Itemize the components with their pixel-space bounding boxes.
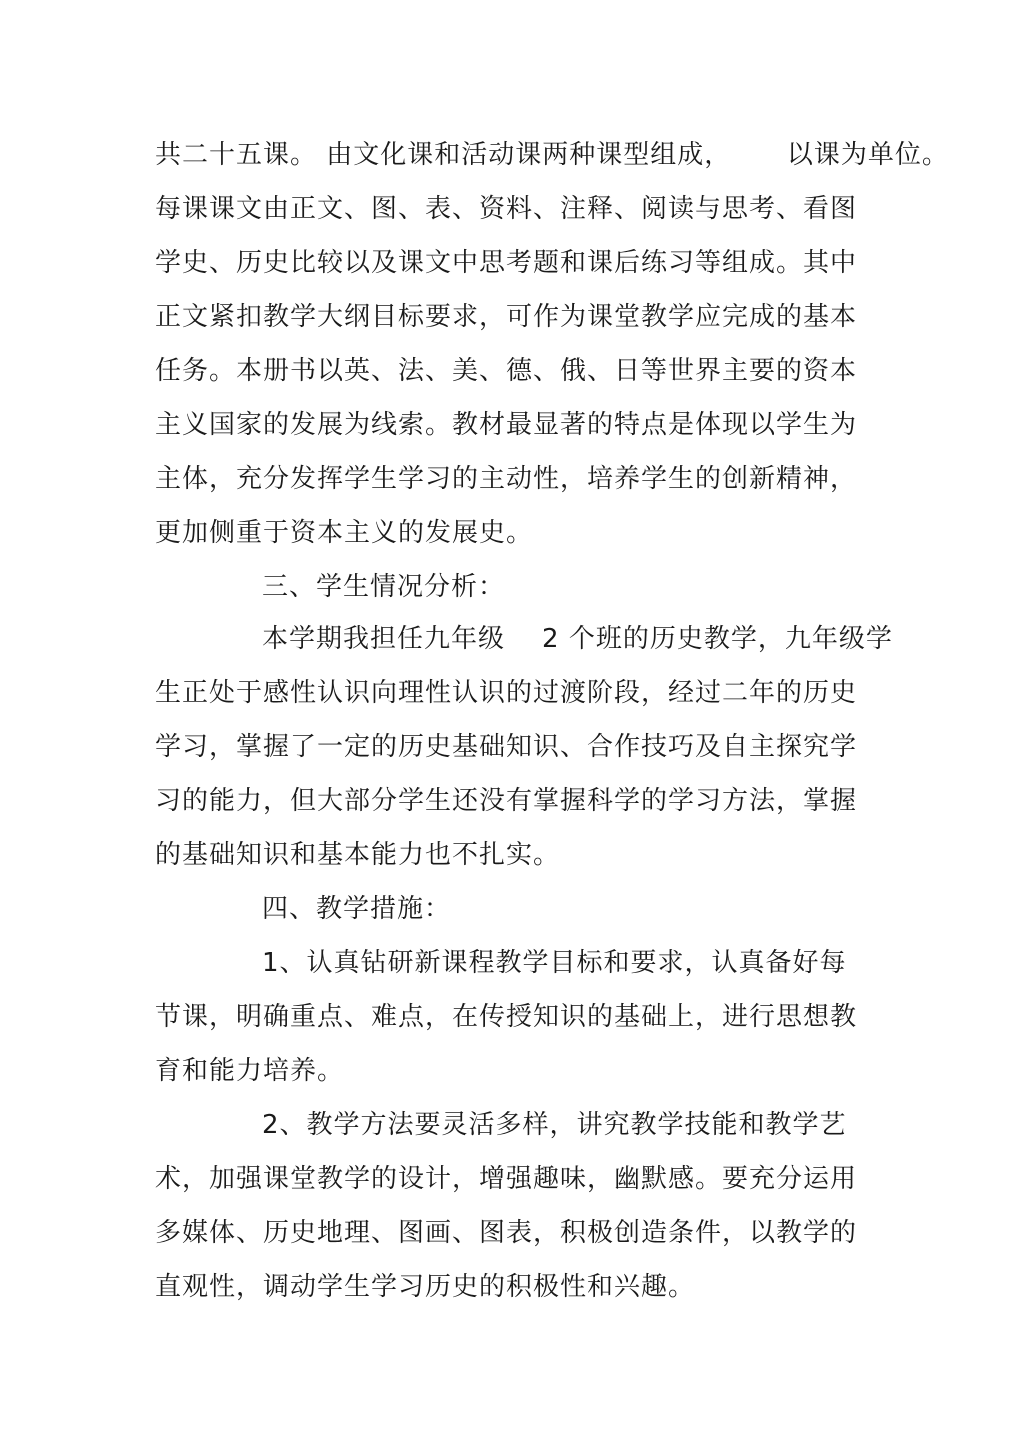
text-line: 术，加强课堂教学的设计，增强趣味，幽默感。要充分运用: [155, 1164, 858, 1194]
text-line: 习的能力，但大部分学生还没有掌握科学的学习方法，掌握: [155, 786, 858, 816]
text-line: 每课课文由正文、图、表、资料、注释、阅读与思考、看图: [155, 194, 858, 224]
text-line: 节课，明确重点、难点，在传授知识的基础上，进行思想教: [155, 1002, 858, 1032]
text-line: 1、认真钻研新课程教学目标和要求，认真备好每: [262, 948, 847, 978]
text-line: 学习，掌握了一定的历史基础知识、合作技巧及自主探究学: [155, 732, 858, 762]
text-line: 共二十五课。 由文化课和活动课两种课型组成， 以课为单位。: [155, 140, 949, 170]
text-line: 主体，充分发挥学生学习的主动性，培养学生的创新精神，: [155, 464, 858, 494]
text-line: 直观性，调动学生学习历史的积极性和兴趣。: [155, 1272, 696, 1302]
section-heading: 四、教学措施：: [262, 894, 452, 924]
text-line: 更加侧重于资本主义的发展史。: [155, 518, 534, 548]
text-line: 正文紧扣教学大纲目标要求，可作为课堂教学应完成的基本: [155, 302, 858, 332]
text-line: 任务。本册书以英、法、美、德、俄、日等世界主要的资本: [155, 356, 858, 386]
text-line: 2、教学方法要灵活多样，讲究教学技能和教学艺: [262, 1110, 847, 1140]
text-line: 育和能力培养。: [155, 1056, 345, 1086]
text-line: 的基础知识和基本能力也不扎实。: [155, 840, 561, 870]
text-line: 生正处于感性认识向理性认识的过渡阶段，经过二年的历史: [155, 678, 858, 708]
text-line: 学史、历史比较以及课文中思考题和课后练习等组成。其中: [155, 248, 858, 278]
section-heading: 三、学生情况分析：: [262, 572, 506, 602]
text-line: 主义国家的发展为线索。教材最显著的特点是体现以学生为: [155, 410, 858, 440]
text-line: 多媒体、历史地理、图画、图表，积极创造条件，以教学的: [155, 1218, 858, 1248]
text-line: 本学期我担任九年级 2 个班的历史教学，九年级学: [262, 624, 893, 654]
